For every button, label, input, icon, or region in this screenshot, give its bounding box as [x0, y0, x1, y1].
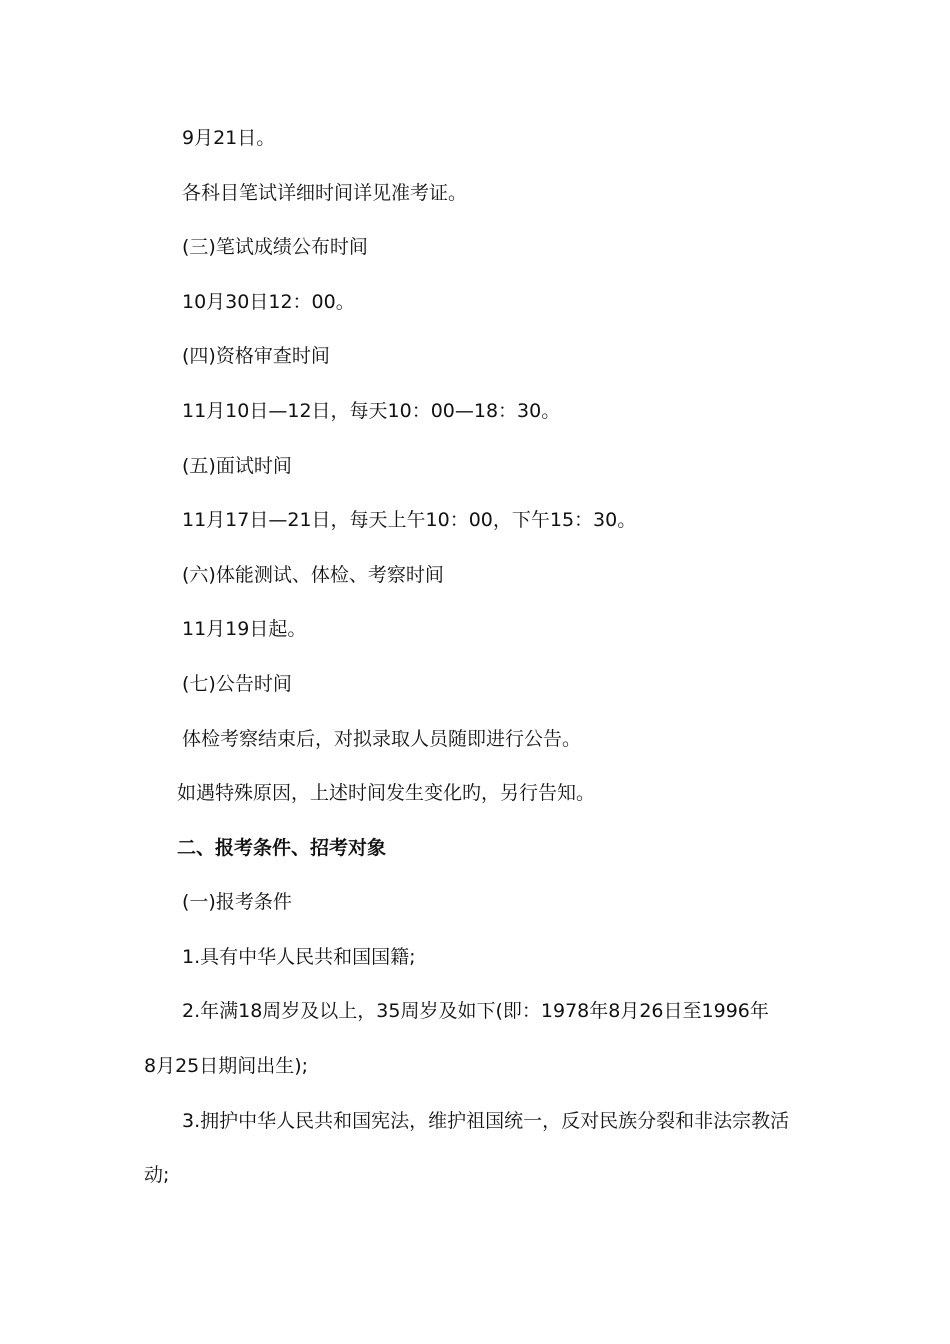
condition-item-2: 2.年满18周岁及以上，35周岁及如下(即：1978年8月26日至1996年: [182, 1000, 769, 1022]
condition-item-2-cont: 8月25日期间出生);: [144, 1055, 309, 1077]
condition-item-3: 3.拥护中华人民共和国宪法，维护祖国统一，反对民族分裂和非法宗教活: [182, 1110, 790, 1132]
chapter-heading-conditions: 二、报考条件、招考对象: [177, 837, 387, 859]
condition-item-1: 1.具有中华人民共和国国籍;: [182, 946, 416, 968]
section-heading-interview: (五)面试时间: [182, 455, 292, 477]
schedule-change-note: 如遇特殊原因，上述时间发生变化旳，另行告知。: [177, 782, 596, 804]
section-heading-written-results: (三)笔试成绩公布时间: [182, 236, 368, 258]
section-heading-announcement: (七)公告时间: [182, 673, 292, 695]
section-heading-physical-test: (六)体能测试、体检、考察时间: [182, 564, 444, 586]
date-line-sept-21: 9月21日。: [182, 127, 276, 149]
section-heading-qualification-review: (四)资格审查时间: [182, 345, 330, 367]
date-line-oct-30: 10月30日12：00。: [182, 291, 355, 313]
date-line-nov-19: 11月19日起。: [182, 618, 307, 640]
announcement-note: 体检考察结束后，对拟录取人员随即进行公告。: [182, 728, 582, 750]
exam-schedule-note: 各科目笔试详细时间详见准考证。: [182, 182, 468, 204]
date-line-nov-10-12: 11月10日—12日，每天10：00—18：30。: [182, 400, 561, 422]
condition-item-3-cont: 动;: [144, 1164, 170, 1186]
date-line-nov-17-21: 11月17日—21日，每天上午10：00，下午15：30。: [182, 509, 637, 531]
subheading-application-conditions: (一)报考条件: [182, 891, 292, 913]
